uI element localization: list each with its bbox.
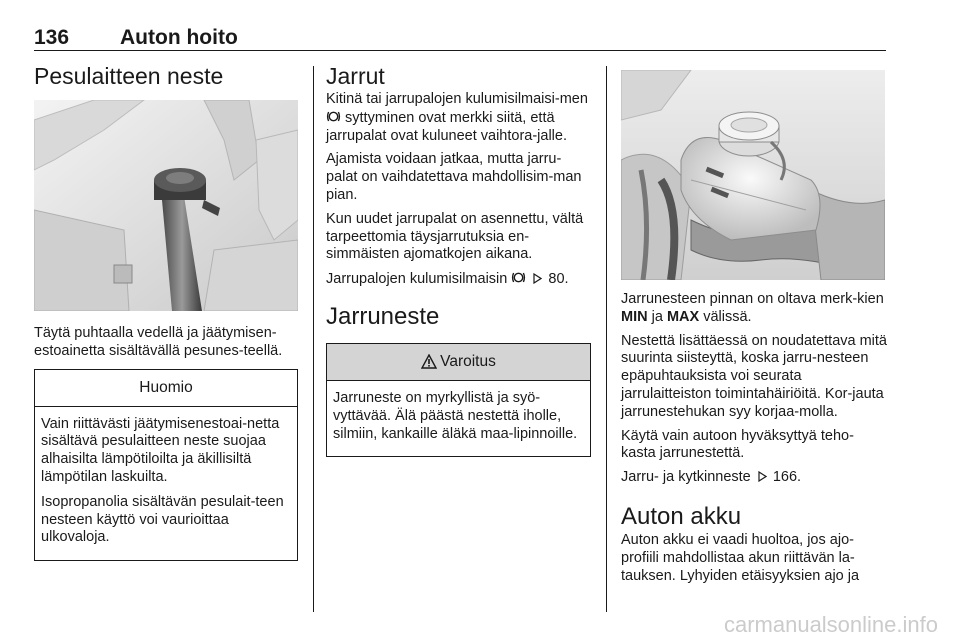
washer-fluid-heading: Pesulaitteen neste bbox=[34, 63, 224, 89]
brake-fluid-heading: Jarruneste bbox=[326, 302, 440, 330]
column-1 bbox=[34, 62, 298, 561]
note-box bbox=[34, 369, 298, 562]
column-2 bbox=[326, 62, 591, 457]
column-divider-2 bbox=[606, 66, 607, 612]
brake-fluid-approved-text: Käytä vain autoon hyväksyttyä teho-kasta jarrunestettä. bbox=[621, 427, 854, 462]
battery-heading: Auton akku bbox=[621, 502, 742, 530]
brake-fluid-cleanliness-text: Nestettä lisättäessä on noudatettava mitä suurinta siisteyttä, koska jarru-nesteen epäpuhtauksista voi seurata jarrulaitteiston toimintahäiriöitä. Kor-jauta jarrunestehukan syy korjaa-molla. bbox=[621, 332, 887, 420]
note-box-title: Huomio bbox=[35, 370, 297, 407]
page-number: 136 bbox=[34, 26, 70, 49]
page-reference-icon bbox=[533, 273, 542, 284]
brake-fluid-level-text-b: välissä. bbox=[703, 308, 752, 325]
warning-box-header bbox=[327, 344, 590, 381]
brake-fluid-reservoir-illustration bbox=[621, 70, 885, 280]
watermark: carmanualsonline.info bbox=[723, 612, 938, 637]
brakes-paragraph-4-a: Jarrupalojen kulumisilmaisin bbox=[326, 271, 508, 288]
brakes-paragraph-1 bbox=[326, 91, 591, 145]
brakes-paragraph-1-a: Kitinä tai jarrupalojen kulumisilmaisi-men bbox=[326, 91, 588, 107]
min-mark: MIN bbox=[621, 308, 648, 325]
brakes-paragraph-4 bbox=[326, 270, 591, 289]
brake-clutch-fluid-reference bbox=[621, 469, 887, 487]
page-reference-icon bbox=[758, 471, 767, 482]
note-paragraph-1: Vain riittävästi jäätymisenestoai-netta sisältävä pesulaitteen neste suojaa alhaisilta lämpötiloilta ja äkillisiltä lämpötilan laskuilta. bbox=[41, 415, 280, 485]
brakes-paragraph-1-b: syttyminen ovat merkki siitä, että jarrupalat ovat kuluneet vaihtora-jalle. bbox=[326, 109, 567, 144]
brake-pad-wear-icon bbox=[511, 270, 526, 285]
brake-fluid-reservoir-figure bbox=[621, 70, 885, 280]
brake-fluid-level-text-and: ja bbox=[651, 308, 663, 325]
brakes-paragraph-3: Kun uudet jarrupalat on asennettu, vältä tarpeettomia täysjarrutuksia en-simmäisten ajomatkojen aikana. bbox=[326, 210, 584, 263]
warning-triangle-icon bbox=[421, 354, 437, 369]
page-header bbox=[34, 26, 886, 50]
warning-paragraph: Jarruneste on myrkyllistä ja syö-vyttävää. Älä päästä nestettä iholle, silmiin, kankaille äläkä maa-lipinnoille. bbox=[333, 389, 578, 442]
brakes-paragraph-2: Ajamista voidaan jatkaa, mutta jarru-palat on vaihdatettava mahdollisim-man pian. bbox=[326, 151, 582, 203]
header-rule bbox=[34, 50, 886, 51]
column-divider-1 bbox=[313, 66, 314, 612]
washer-reservoir-illustration bbox=[34, 100, 298, 311]
washer-reservoir-figure bbox=[34, 100, 298, 311]
column-3 bbox=[621, 62, 887, 591]
brake-clutch-page-reference[interactable]: 166. bbox=[772, 469, 802, 486]
brake-fluid-level-text-a: Jarrunesteen pinnan on oltava merk-kien bbox=[621, 291, 884, 307]
max-mark: MAX bbox=[666, 308, 700, 325]
washer-fluid-text: Täytä puhtaalla vedellä ja jäätymisen-estoainetta sisältävällä pesunes-teellä. bbox=[34, 325, 283, 359]
warning-box bbox=[326, 343, 591, 457]
brake-clutch-fluid-text: Jarru- ja kytkinneste bbox=[621, 469, 751, 486]
brakes-page-reference[interactable]: 80. bbox=[548, 271, 569, 288]
brake-fluid-level-text bbox=[621, 291, 887, 327]
battery-text: Auton akku ei vaadi huoltoa, jos ajo-profiili mahdollistaa akun riittävän la-tauksen. Lyhyiden etäisyyksien ajo ja bbox=[621, 531, 860, 584]
brake-pad-wear-icon bbox=[326, 109, 341, 124]
brakes-heading: Jarrut bbox=[326, 63, 385, 89]
note-paragraph-2: Isopropanolia sisältävän pesulait-teen nesteen käyttö voi vaurioittaa ulkovaloja. bbox=[41, 493, 284, 546]
section-title: Auton hoito bbox=[120, 26, 238, 49]
warning-box-title: Varoitus bbox=[440, 352, 496, 370]
